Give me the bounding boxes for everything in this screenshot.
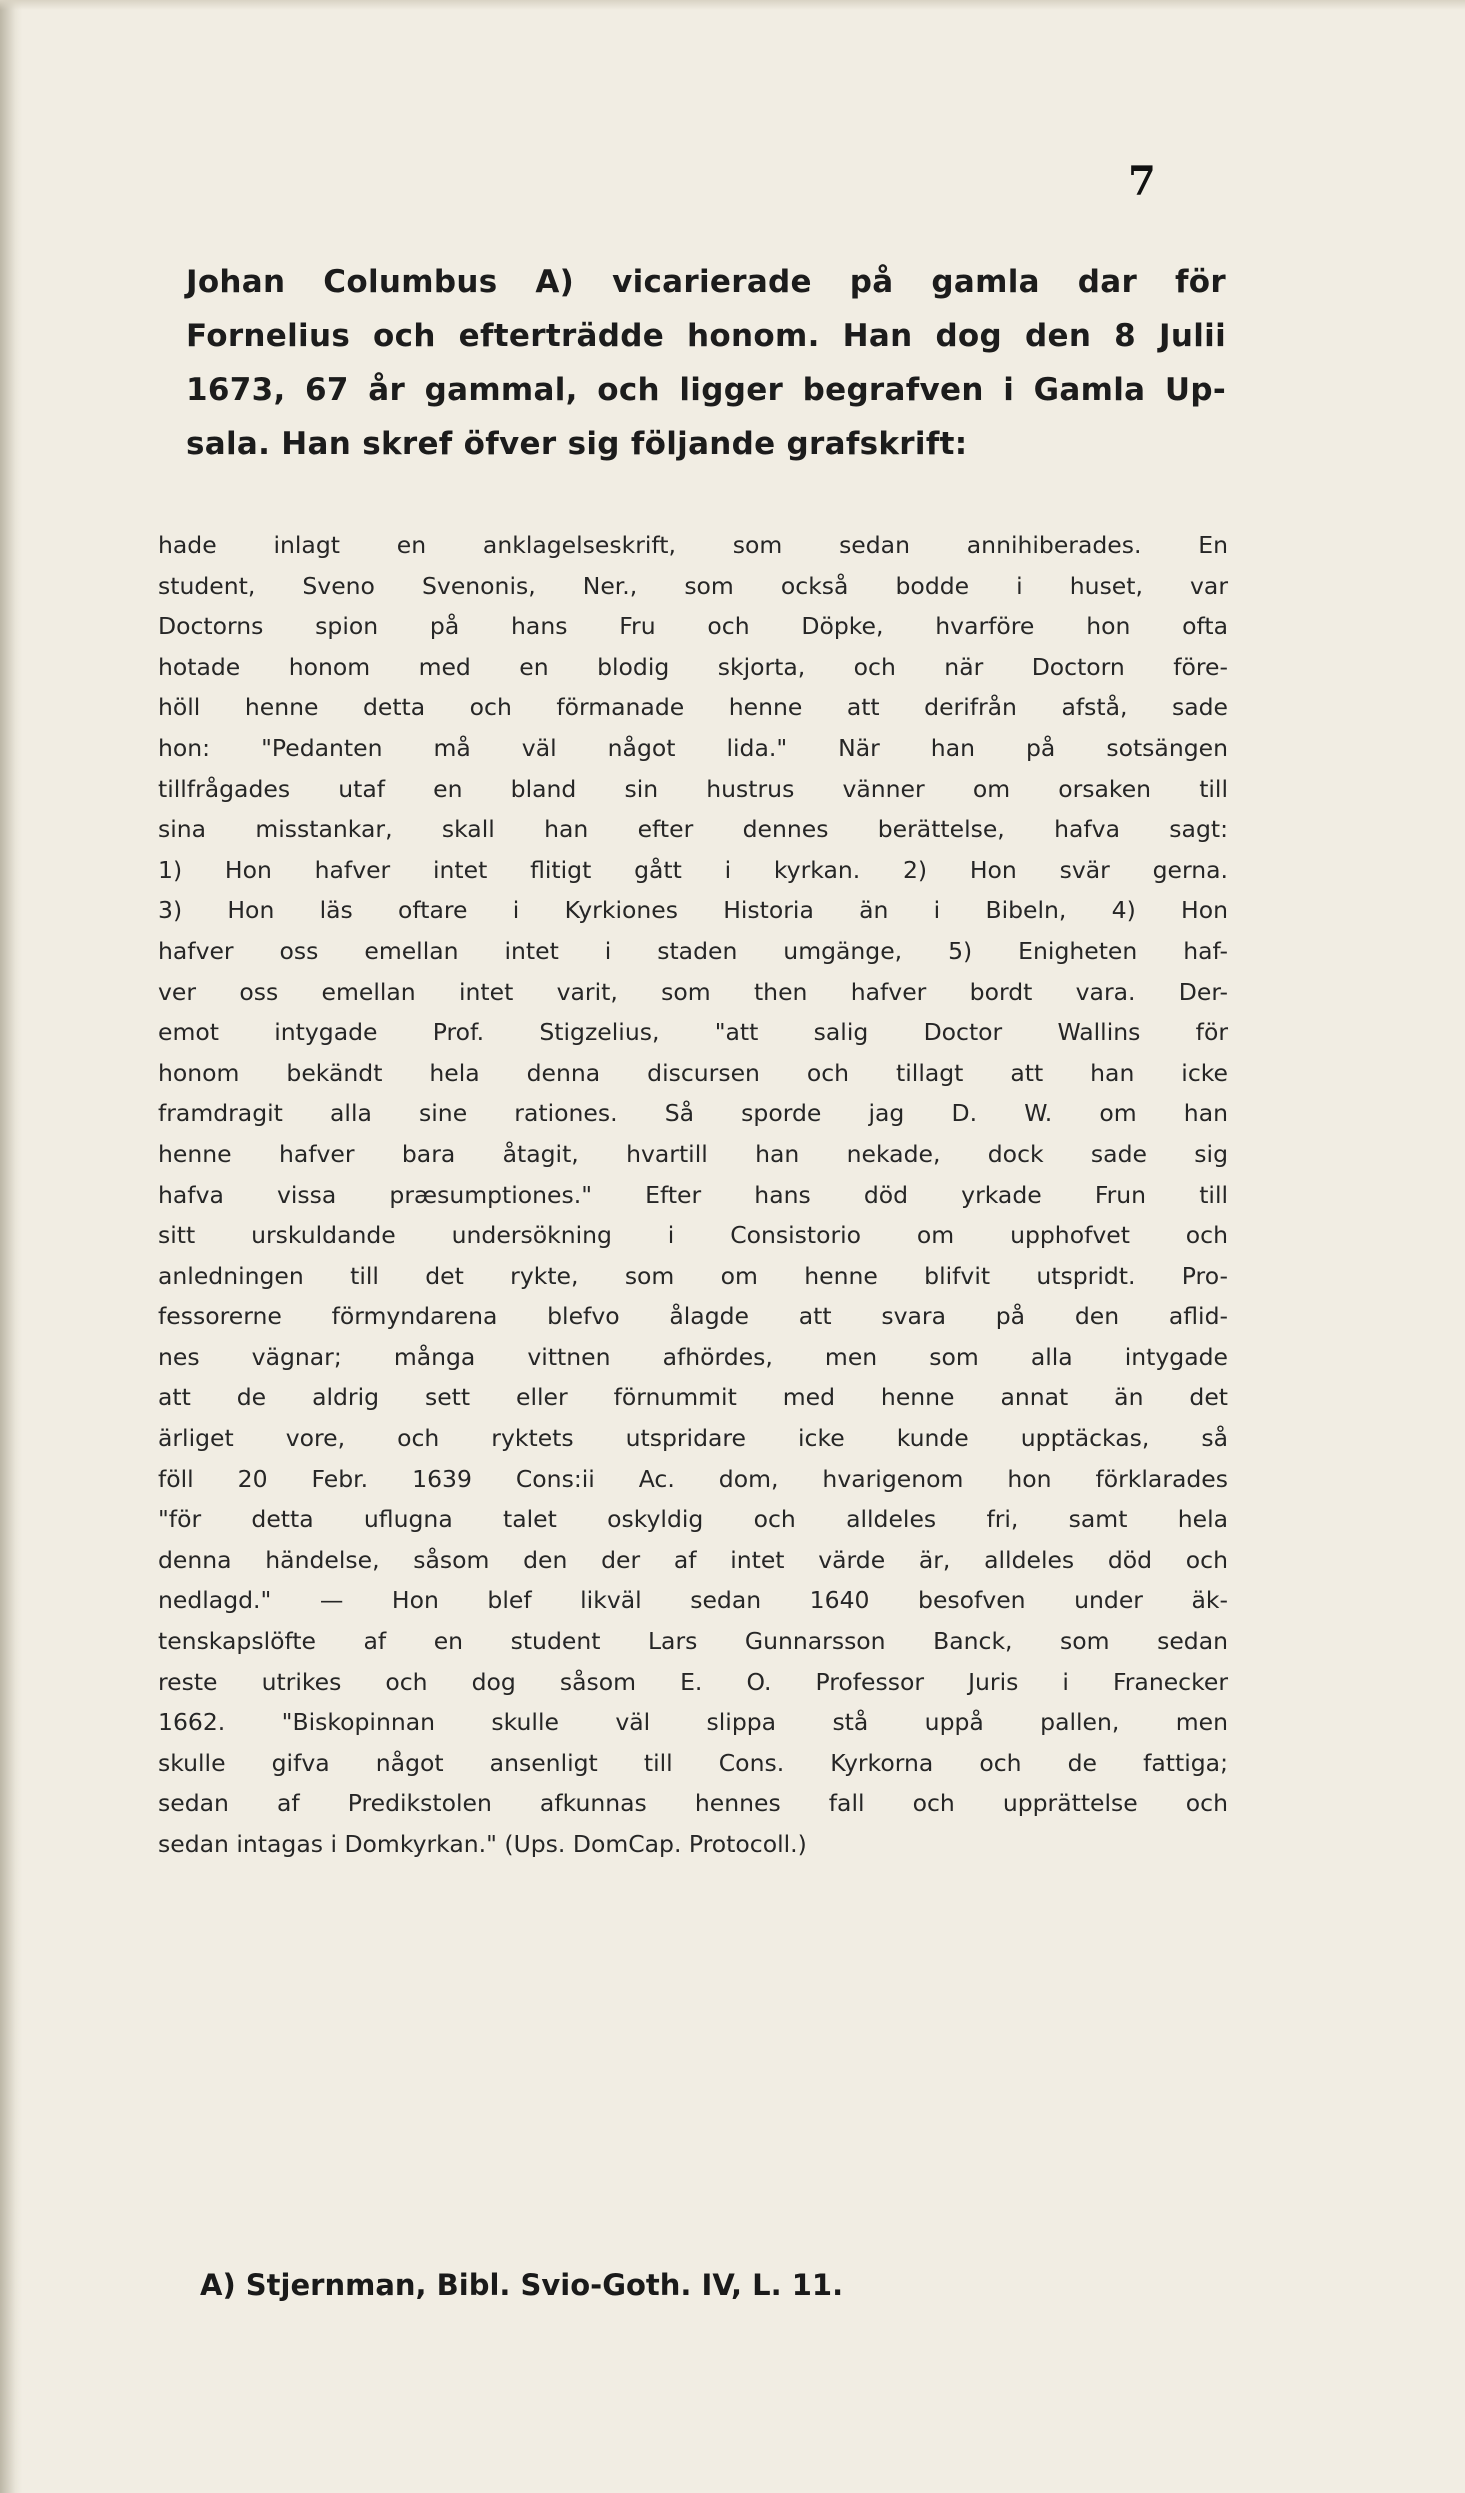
footnote-line: sedan intagas i Domkyrkan." (Ups. DomCap. Protocoll.) bbox=[158, 1830, 807, 1858]
footnote-line: sedan af Predikstolen afkunnas hennes fall och upprättelse och bbox=[158, 1789, 1228, 1818]
footnote-line: 3) Hon läs oftare i Kyrkiones Historia än i Bibeln, 4) Hon bbox=[158, 896, 1228, 925]
footnote-line: tenskapslöfte af en student Lars Gunnarsson Banck, som sedan bbox=[158, 1627, 1228, 1656]
footnote-line: ärliget vore, och ryktets utspridare icke kunde upptäckas, så bbox=[158, 1424, 1228, 1453]
footnote-line: hafver oss emellan intet i staden umgänge, 5) Enigheten haf- bbox=[158, 936, 1228, 965]
footnote-line: tillfrågades utaf en bland sin hustrus vänner om orsaken till bbox=[158, 774, 1228, 803]
footnote-line: denna händelse, såsom den der af intet värde är, alldeles död och bbox=[158, 1545, 1228, 1574]
main-text-line: Johan Columbus A) vicarierade på gamla dar för bbox=[186, 264, 1226, 300]
footnote-line: hafva vissa præsumptiones." Efter hans död yrkade Frun till bbox=[158, 1180, 1228, 1209]
footnote-line: sitt urskuldande undersökning i Consistorio om upphofvet och bbox=[158, 1221, 1228, 1250]
page-edge-shadow bbox=[0, 0, 22, 2493]
footnote-text bbox=[158, 525, 1228, 1865]
footnote-line: 1662. "Biskopinnan skulle väl slippa stå uppå pallen, men bbox=[158, 1708, 1228, 1737]
footnote-line: henne hafver bara åtagit, hvartill han nekade, dock sade sig bbox=[158, 1139, 1228, 1168]
main-text-line: Fornelius och efterträdde honom. Han dog den 8 Julii bbox=[186, 318, 1226, 354]
footnote-line: hade inlagt en anklagelseskrift, som sedan annihiberades. En bbox=[158, 531, 1228, 559]
footnote-line: skulle gifva något ansenligt till Cons. Kyrkorna och de fattiga; bbox=[158, 1748, 1228, 1777]
footnote-line: hotade honom med en blodig skjorta, och när Doctorn före- bbox=[158, 652, 1228, 681]
footnote-line: student, Sveno Svenonis, Ner., som också bodde i huset, var bbox=[158, 571, 1228, 600]
footnote-line: hon: "Pedanten må väl något lida." När han på sotsängen bbox=[158, 733, 1228, 762]
footnote-line: emot intygade Prof. Stigzelius, "att salig Doctor Wallins för bbox=[158, 1018, 1228, 1047]
footnote-line: "för detta uflugna talet oskyldig och alldeles fri, samt hela bbox=[158, 1505, 1228, 1534]
footnote-line: föll 20 Febr. 1639 Cons:ii Ac. dom, hvarigenom hon förklarades bbox=[158, 1464, 1228, 1493]
main-text bbox=[186, 255, 1226, 471]
footnote-line: anledningen till det rykte, som om henne blifvit utspridt. Pro- bbox=[158, 1261, 1228, 1290]
footnote-line: honom bekändt hela denna discursen och tillagt att han icke bbox=[158, 1058, 1228, 1087]
footnote-line: reste utrikes och dog såsom E. O. Professor Juris i Franecker bbox=[158, 1667, 1228, 1696]
footnote-line: att de aldrig sett eller förnummit med henne annat än det bbox=[158, 1383, 1228, 1412]
footnote-line: sina misstankar, skall han efter dennes berättelse, hafva sagt: bbox=[158, 815, 1228, 844]
footnote-line: höll henne detta och förmanade henne att derifrån afstå, sade bbox=[158, 693, 1228, 722]
page-top-shadow bbox=[0, 0, 1465, 10]
footnote-citation: A) Stjernman, Bibl. Svio-Goth. IV, L. 11. bbox=[200, 2268, 844, 2302]
main-text-line: sala. Han skref öfver sig följande grafskrift: bbox=[186, 426, 968, 462]
footnote-line: 1) Hon hafver intet flitigt gått i kyrkan. 2) Hon svär gerna. bbox=[158, 855, 1228, 884]
footnote-line: nes vägnar; många vittnen afhördes, men som alla intygade bbox=[158, 1342, 1228, 1371]
footnote-line: Doctorns spion på hans Fru och Döpke, hvarföre hon ofta bbox=[158, 612, 1228, 641]
footnote-line: ver oss emellan intet varit, som then hafver bordt vara. Der- bbox=[158, 977, 1228, 1006]
footnote-line: fessorerne förmyndarena blefvo ålagde att svara på den aflid- bbox=[158, 1302, 1228, 1331]
page-number: 7 bbox=[1128, 158, 1156, 205]
footnote-line: nedlagd." — Hon blef likväl sedan 1640 besofven under äk- bbox=[158, 1586, 1228, 1615]
main-text-line: 1673, 67 år gammal, och ligger begrafven i Gamla Up- bbox=[186, 372, 1226, 408]
footnote-line: framdragit alla sine rationes. Så sporde jag D. W. om han bbox=[158, 1099, 1228, 1128]
